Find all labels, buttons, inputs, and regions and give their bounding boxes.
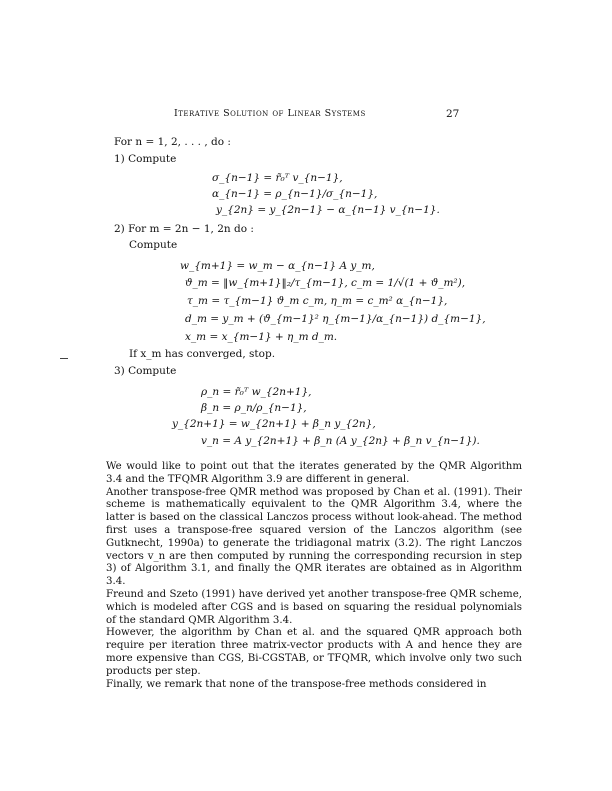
equation-sigma: σ_{n−1} = r̃₀ᵀ v_{n−1}, bbox=[212, 172, 343, 184]
margin-mark bbox=[60, 358, 68, 359]
paragraph: However, the algorithm by Chan et al. and the squared QMR approach both require per iteration three matrix-vector products with A and hence they are more expensive than CGS, Bi-CGSTAB, or TFQMR, which involve only two such products per step. bbox=[106, 627, 522, 677]
running-header: Iterative Solution of Linear Systems bbox=[174, 108, 366, 119]
step-1-label: 1) Compute bbox=[114, 153, 177, 165]
paragraph: Freund and Szeto (1991) have derived yet another transpose-free QMR scheme, which is modeled after CGS and is based on squaring the residual polynomials of the standard QMR Algorithm 3.4. bbox=[106, 588, 522, 626]
paragraph: We would like to point out that the iterates generated by the QMR Algorithm 3.4 and the TFQMR Algorithm 3.9 are different in general. bbox=[106, 461, 522, 485]
equation-w: w_{m+1} = w_m − α_{n−1} A y_m, bbox=[180, 260, 375, 272]
equation-tau: τ_m = τ_{m−1} ϑ_m c_m, η_m = c_m² α_{n−1}, bbox=[187, 295, 448, 307]
equation-beta: β_n = ρ_n/ρ_{n−1}, bbox=[201, 402, 307, 414]
equation-d: d_m = y_m + (ϑ_{m−1}² η_{m−1}/α_{n−1}) d_{m−1}, bbox=[185, 313, 486, 325]
equation-alpha: α_{n−1} = ρ_{n−1}/σ_{n−1}, bbox=[212, 188, 378, 200]
equation-rho: ρ_n = r̃₀ᵀ w_{2n+1}, bbox=[201, 386, 312, 398]
paragraph: Another transpose-free QMR method was proposed by Chan et al. (1991). Their scheme is mathematically equivalent to the QMR Algorithm 3.4, where the latter is based on the classical Lanczos process without look-ahead. The method first uses a transpose-free squared version of the Lanczos algorithm (see Gutknecht, 1990a) to generate the tridiagonal matrix (3.2). The right Lanczos vectors v_n are then computed by running the corresponding recursion in step 3) of Algorithm 3.1, and finally the QMR iterates are obtained as in Algorithm 3.4. bbox=[106, 486, 522, 588]
convergence-check: If x_m has converged, stop. bbox=[129, 348, 276, 360]
for-loop-line: For n = 1, 2, . . . , do : bbox=[114, 136, 231, 148]
equation-y2n: y_{2n} = y_{2n−1} − α_{n−1} v_{n−1}. bbox=[216, 204, 440, 216]
step-3-label: 3) Compute bbox=[114, 365, 177, 377]
equation-y2n1: y_{2n+1} = w_{2n+1} + β_n y_{2n}, bbox=[172, 418, 376, 430]
equation-v: v_n = A y_{2n+1} + β_n (A y_{2n} + β_n v_{n−1}). bbox=[201, 435, 480, 447]
equation-x: x_m = x_{m−1} + η_m d_m. bbox=[185, 331, 338, 343]
page-number: 27 bbox=[446, 108, 460, 120]
body-text bbox=[106, 461, 522, 691]
equation-theta: ϑ_m = ‖w_{m+1}‖₂/τ_{m−1}, c_m = 1/√(1 + ϑ_m²), bbox=[185, 277, 466, 289]
step-2-compute: Compute bbox=[129, 239, 178, 251]
paragraph: Finally, we remark that none of the transpose-free methods considered in bbox=[106, 678, 487, 690]
step-2-label: 2) For m = 2n − 1, 2n do : bbox=[114, 223, 254, 235]
